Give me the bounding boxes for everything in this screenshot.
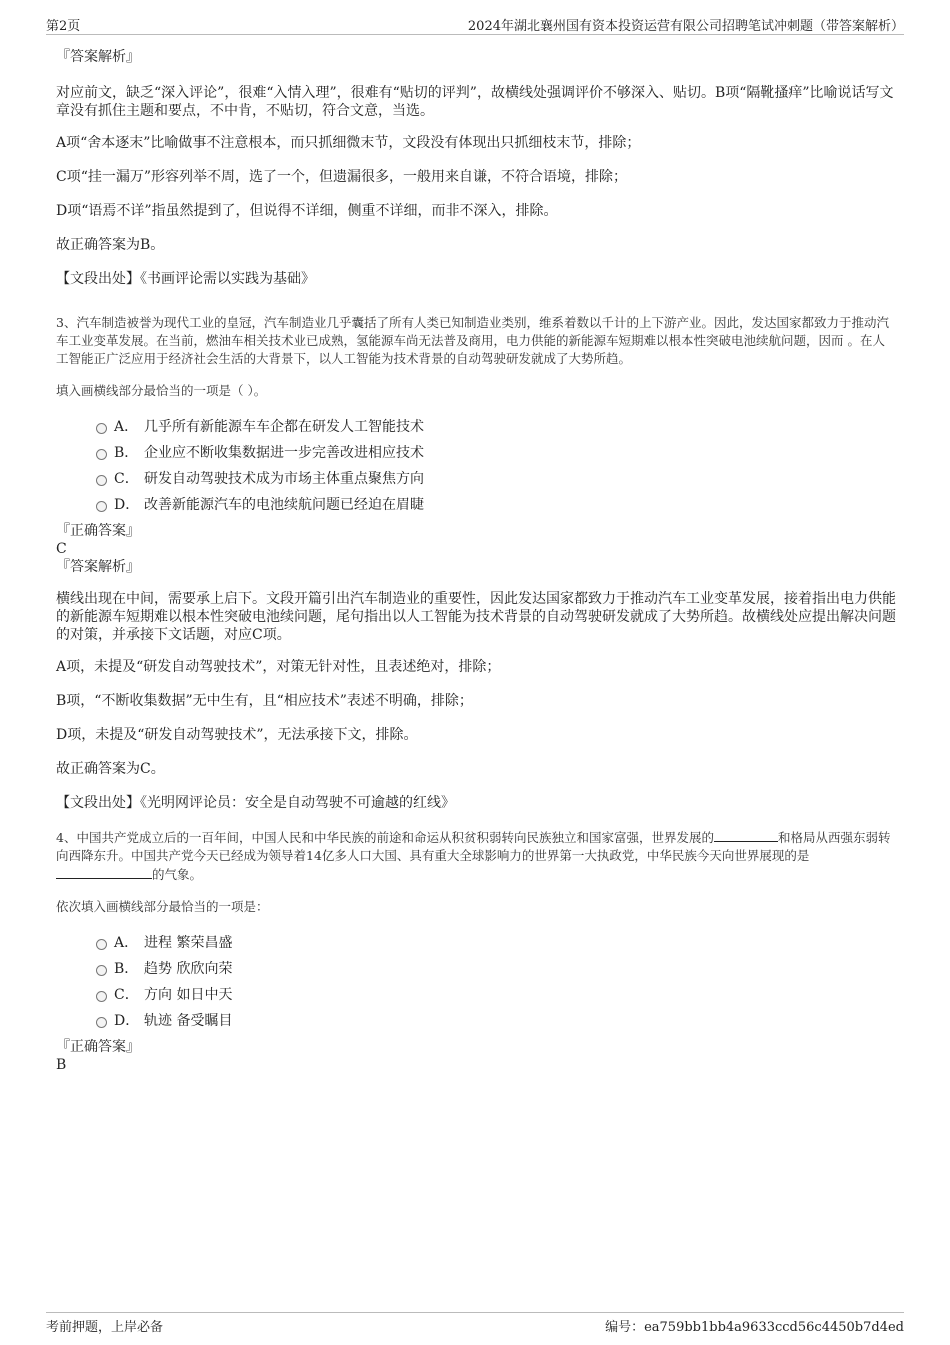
footer-slogan: 考前押题，上岸必备 bbox=[46, 1320, 164, 1335]
analysis-paragraph: D项“语焉不详”指虽然提到了，但说得不详细，侧重不详细，而非不深入，排除。 bbox=[56, 203, 558, 219]
analysis-paragraph: A项“舍本逐末”比喻做事不注意根本，而只抓细微末节，文段没有体现出只抓细枝末节，排除； bbox=[56, 135, 641, 151]
radio-icon[interactable] bbox=[96, 423, 107, 434]
analysis-paragraph: A项，未提及“研发自动驾驶技术”，对策无针对性，且表述绝对，排除； bbox=[56, 659, 501, 675]
analysis-paragraph: B项，“不断收集数据”无中生有，且“相应技术”表述不明确，排除； bbox=[56, 693, 473, 709]
source-citation: 【文段出处】《书画评论需以实践为基础》 bbox=[56, 271, 315, 287]
analysis-conclusion: 故正确答案为C。 bbox=[56, 761, 165, 777]
analysis-paragraph: D项，未提及“研发自动驾驶技术”，无法承接下文，排除。 bbox=[56, 727, 418, 743]
answer-label: 『正确答案』 bbox=[56, 523, 140, 539]
answer-label: 『正确答案』 bbox=[56, 1039, 140, 1055]
option-list bbox=[56, 414, 896, 518]
fill-blank bbox=[714, 828, 778, 842]
source-citation: 【文段出处】《光明网评论员：安全是自动驾驶不可逾越的红线》 bbox=[56, 795, 455, 811]
option-b[interactable]: B． 趋势 欣欣向荣 bbox=[56, 956, 896, 982]
analysis-conclusion: 故正确答案为B。 bbox=[56, 237, 165, 253]
analysis-label: 『答案解析』 bbox=[56, 49, 140, 65]
option-a[interactable]: A． 几乎所有新能源车车企都在研发人工智能技术 bbox=[56, 414, 896, 440]
option-c[interactable]: C． 方向 如日中天 bbox=[56, 982, 896, 1008]
question-stem: 3、汽车制造被誉为现代工业的皇冠，汽车制造业几乎囊括了所有人类已知制造业类别，维系着数以千计的上下游产业。因此，发达国家都致力于推动汽车工业变革发展。在当前，燃油车相关技术业已成熟，氢能源车尚无法普及商用，电力供能的新能源车短期难以根本性突破电池续航问题，因而 。在人工智能正广泛应用于经济社会生活的大背景下，以人工智能为技术背景的自动驾驶研发就成了大势所趋。 bbox=[56, 315, 889, 366]
option-b[interactable]: B． 企业应不断收集数据进一步完善改进相应技术 bbox=[56, 440, 896, 466]
radio-icon[interactable] bbox=[96, 991, 107, 1002]
radio-icon[interactable] bbox=[96, 449, 107, 460]
question-prompt: 依次填入画横线部分最恰当的一项是： bbox=[56, 899, 269, 914]
question-stem: 4、中国共产党成立后的一百年间，中国人民和中华民族的前途和命运从积贫积弱转向民族独立和国家富强，世界发展的 和格局从西强东弱转向西降东升。中国共产党今天已经成为领导着14亿多人口大国、具有重大全球影响力的世界第一大执政党，中华民族今天向世界展现的是的气象。 bbox=[56, 830, 891, 882]
option-c[interactable]: C． 研发自动驾驶技术成为市场主体重点聚焦方向 bbox=[56, 466, 896, 492]
radio-icon[interactable] bbox=[96, 939, 107, 950]
radio-icon[interactable] bbox=[96, 965, 107, 976]
page-content bbox=[56, 44, 896, 1074]
option-d[interactable]: D． 轨迹 备受瞩目 bbox=[56, 1008, 896, 1034]
document-title: 2024年湖北襄州国有资本投资运营有限公司招聘笔试冲刺题（带答案解析） bbox=[467, 19, 904, 34]
radio-icon[interactable] bbox=[96, 475, 107, 486]
fill-blank bbox=[56, 865, 152, 879]
analysis-paragraph: 对应前文，缺乏“深入评论”，很难“入情入理”，很难有“贴切的评判”，故横线处强调评价不够深入、贴切。B项“隔靴搔痒”比喻说话写文章没有抓住主题和要点，不中肯，不贴切，符合文意，当选。 bbox=[56, 85, 894, 119]
analysis-paragraph: C项“挂一漏万”形容列举不周，选了一个，但遗漏很多，一般用来自谦，不符合语境，排除； bbox=[56, 169, 628, 185]
option-list bbox=[56, 930, 896, 1034]
question-prompt: 填入画横线部分最恰当的一项是（ ）。 bbox=[56, 383, 267, 398]
analysis-label: 『答案解析』 bbox=[56, 559, 140, 575]
analysis-paragraph: 横线出现在中间，需要承上启下。文段开篇引出汽车制造业的重要性，因此发达国家都致力于推动汽车工业变革发展，接着指出电力供能的新能源车短期难以根本性突破电池续问题，尾句指出以人工智能为技术背景的自动驾驶研发就成了大势所趋。故横线处应提出解决问题的对策，并承接下文话题，对应C项。 bbox=[56, 591, 896, 643]
page-footer bbox=[46, 1312, 904, 1335]
option-a[interactable]: A． 进程 繁荣昌盛 bbox=[56, 930, 896, 956]
option-d[interactable]: D． 改善新能源汽车的电池续航问题已经迫在眉睫 bbox=[56, 492, 896, 518]
radio-icon[interactable] bbox=[96, 1017, 107, 1028]
page-header bbox=[46, 12, 904, 35]
document-id: 编号：ea759bb1bb4a9633ccd56c4450b7d4ed bbox=[605, 1320, 904, 1335]
correct-answer: B bbox=[56, 1057, 67, 1073]
correct-answer: C bbox=[56, 541, 67, 557]
radio-icon[interactable] bbox=[96, 501, 107, 512]
page-number: 第2页 bbox=[46, 19, 81, 34]
